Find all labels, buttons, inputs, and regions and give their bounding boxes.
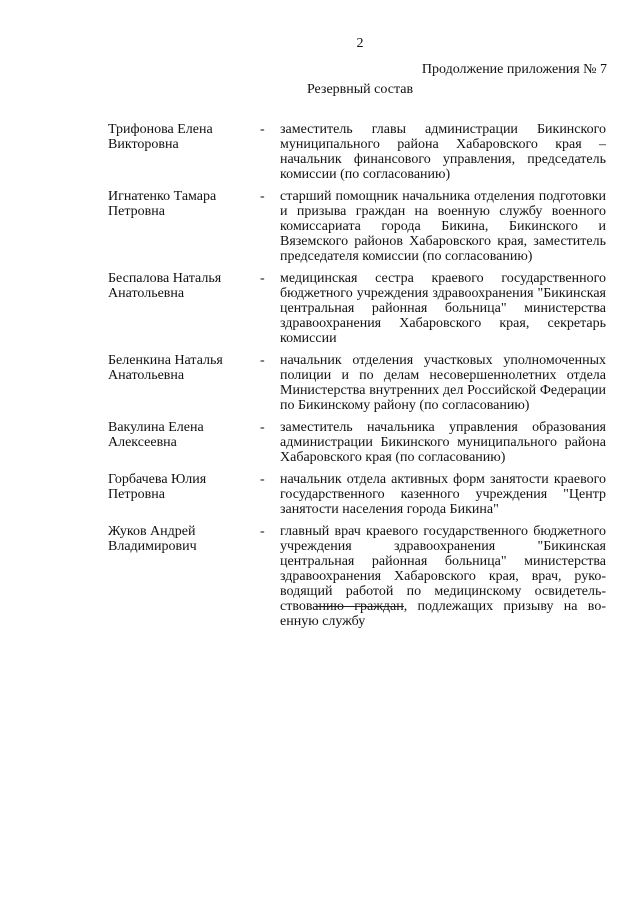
member-dash: -	[260, 353, 265, 368]
member-role: начальник отдела активных форм занятости краевого государственного казенного учреждения "Центр занятости населения города Бикина"	[280, 472, 606, 517]
member-role: начальник отделения участковых уполномоченных полиции и по делам несовершеннолетних отдела Министерства внутренних дел Российской Федерации по Бикинскому району (по согласованию)	[280, 353, 606, 413]
member-row	[108, 524, 606, 629]
member-surname-first: Вакулина Елена	[108, 420, 204, 435]
member-patronymic: Анатольевна	[108, 368, 185, 383]
member-name	[108, 420, 260, 450]
member-dash: -	[260, 420, 265, 435]
member-row	[108, 472, 606, 517]
member-role: заместитель главы администрации Бикинского муниципального района Хабаровского края – начальник финансового управления, председатель комиссии (по согласованию)	[280, 122, 606, 182]
document-end-rule	[315, 606, 404, 607]
member-surname-first: Беспалова Наталья	[108, 271, 222, 286]
member-role: заместитель начальника управления образования администрации Бикинского муниципального района Хабаровского края (по согласованию)	[280, 420, 606, 465]
member-name	[108, 353, 260, 383]
member-row	[108, 189, 606, 264]
member-dash: -	[260, 472, 265, 487]
member-name	[108, 122, 260, 152]
member-name	[108, 472, 260, 502]
member-surname-first: Трифонова Елена	[108, 122, 213, 137]
appendix-continuation-note: Продолжение приложения № 7	[421, 62, 607, 77]
member-patronymic: Анатольевна	[108, 286, 185, 301]
member-surname-first: Горбачева Юлия	[108, 472, 207, 487]
member-role: медицинская сестра краевого государственного бюджетного учреждения здравоохранения "Бикинская центральная районная больница" министерства здравоохранения Хабаровского края, секретарь комиссии	[280, 271, 606, 346]
page-number: 2	[356, 36, 364, 51]
member-patronymic: Владимирович	[108, 539, 197, 554]
member-role: главный врач краевого государственного бюджетного учреждения здравоохранения "Бикинская центральная районная больница" министерства здравоохранения Хабаровского края, врач, руководящий работой по медицинскому освидетельствованию граждан, подлежащих призыву на военную службу	[280, 524, 606, 629]
member-dash: -	[260, 189, 265, 204]
member-surname-first: Беленкина Наталья	[108, 353, 223, 368]
member-dash: -	[260, 122, 265, 137]
member-patronymic: Викторовна	[108, 137, 179, 152]
member-patronymic: Петровна	[108, 487, 165, 502]
member-patronymic: Алексеевна	[108, 435, 177, 450]
member-dash: -	[260, 524, 265, 539]
member-dash: -	[260, 271, 265, 286]
member-patronymic: Петровна	[108, 204, 165, 219]
member-row	[108, 122, 606, 182]
member-row	[108, 353, 606, 413]
member-surname-first: Игнатенко Тамара	[108, 189, 217, 204]
member-row	[108, 271, 606, 346]
member-role: старший помощник начальника отделения подготовки и призыва граждан на военную службу военного комиссариата города Бикина, Бикинского и Вяземского районов Хабаровского края, заместитель председателя комиссии (по согласованию)	[280, 189, 606, 264]
member-surname-first: Жуков Андрей	[108, 524, 196, 539]
member-row	[108, 420, 606, 465]
member-name	[108, 271, 260, 301]
member-name	[108, 189, 260, 219]
section-title: Резервный состав	[306, 82, 414, 97]
members-list	[108, 122, 606, 636]
member-name	[108, 524, 260, 554]
